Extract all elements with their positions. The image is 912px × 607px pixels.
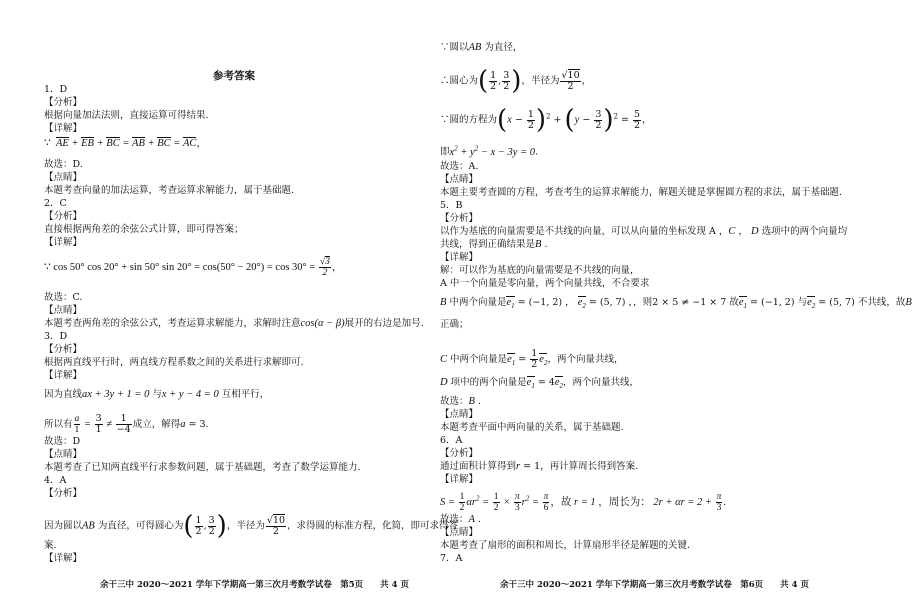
q5-detail-label: 【详解】 [440, 252, 479, 263]
left-footer: 余干三中 2020～2021 学年下学期高一第三次月考数学试卷 第5页 共 4 页 [100, 580, 409, 590]
q3-analysis-label: 【分析】 [44, 344, 83, 355]
q5-option-b-cont: 正确； [440, 319, 469, 330]
q6-analysis-label: 【分析】 [440, 448, 479, 459]
q1-choice: 故选：D. [44, 159, 83, 170]
q4-choice: 故选：A. [440, 161, 479, 172]
q6-answer: 6．A [440, 435, 463, 446]
q6-formula: S = $\frac{1}{2}$ $\alpha r^2$ = $\frac{1}{2}$ × $\frac{\pi}{3}$ $r^2$ = $\frac{\pi}{6}$ ，故 r = 1 ，周长为： 2r + αr = 2 + $\frac{\pi}{3}$ . [440, 492, 726, 513]
q4-analysis-text: 因为圆以AB 为直径，可得圆心为( $\frac{1}{2}$ , $\frac{3}{2}$ )，半径为 $\frac{√10}{2}$ ，求得圆的标准方程，化简，即可求得答 [44, 511, 459, 541]
q2-formula: ∵ cos 50° cos 20° + sin 50° sin 20° = cos(50° − 20°) = cos 30° = $\frac{√3}{2}$ ， [44, 257, 343, 278]
q2-comment-label: 【点睛】 [44, 305, 83, 316]
page-title: 参考答案 [213, 70, 255, 82]
q4-line4: 即$x^2 + y^2 - x - 3y = 0$. [440, 144, 539, 158]
q3-line2: 所以有 $\frac{a}{1}$ = $\frac{3}{1}$ ≠ $\frac{1}{-4}$ 成立，解得a = 3. [44, 413, 209, 435]
q6-comment-label: 【点睛】 [440, 527, 479, 538]
q4-analysis-cont: 案. [44, 540, 57, 551]
q6-choice: 故选：A . [440, 514, 481, 525]
right-footer: 余干三中 2020～2021 学年下学期高一第三次月考数学试卷 第6页 共 4 页 [500, 580, 809, 590]
q1-formula: ∵ AE + EB + BC = AB + BC = AC， [44, 138, 207, 149]
q4-answer: 4．A [44, 475, 67, 486]
q1-comment-label: 【点睛】 [44, 172, 83, 183]
right-page [430, 0, 912, 607]
q1-analysis-label: 【分析】 [44, 97, 83, 108]
q4-line3: ∵圆的方程为(x − $\frac{1}{2}$ )$^2$ + (y − $\frac{3}{2}$ )$^2$ = $\frac{5}{2}$ ， [440, 105, 652, 135]
q4-line1: ∵圆以AB 为直径， [440, 42, 523, 53]
q4-analysis-label: 【分析】 [44, 488, 83, 499]
q1-detail-label: 【详解】 [44, 123, 83, 134]
q4-comment-text: 本题主要考查圆的方程，考查考生的运算求解能力，解题关键是掌握圆方程的求法，属于基础题. [440, 187, 843, 198]
q3-detail-label: 【详解】 [44, 370, 83, 381]
q3-line1: 因为直线ax + 3y + 1 = 0 与x + y − 4 = 0 互相平行， [44, 389, 270, 400]
q4-detail-label: 【详解】 [44, 553, 83, 564]
q1-answer: 1．D [44, 84, 68, 95]
q6-comment-text: 本题考查了扇形的面积和周长，计算扇形半径是解题的关键. [440, 540, 691, 551]
q4-comment-label: 【点睛】 [440, 174, 479, 185]
q3-answer: 3．D [44, 331, 68, 342]
q2-answer: 2．C [44, 198, 67, 209]
q3-choice: 故选：D [44, 436, 81, 447]
q5-comment-text: 本题考查平面中两向量的关系，属于基础题. [440, 422, 624, 433]
q2-detail-label: 【详解】 [44, 237, 83, 248]
q3-analysis-text: 根据两直线平行时，两直线方程系数之间的关系进行求解即可. [44, 357, 304, 368]
q5-option-b: B 中两个向量是$e_1 = (-1$, 2) ， $e_2 = (5$, 7) ，，则2 × 5 ≠ −1 × 7 故$e_1 = (-1$, 2) 与$e_2 = (5$, 7) 不共线，故B [440, 297, 912, 311]
q5-analysis-cont: 共线，得到正确结果是B . [440, 239, 548, 250]
q5-analysis-label: 【分析】 [440, 213, 479, 224]
q2-analysis-text: 直接根据两角差的余弦公式计算，即可得答案； [44, 224, 244, 235]
q5-choice: 故选：B . [440, 396, 481, 407]
q1-analysis-text: 根据向量加法法则，直接运算可得结果. [44, 110, 209, 121]
q5-comment-label: 【点睛】 [440, 409, 479, 420]
q5-detail-line2: A 中一个向量是零向量，两个向量共线，不合要求 [440, 278, 650, 289]
q3-comment-text: 本题考查了已知两直线平行求参数问题，属于基础题，考查了数学运算能力. [44, 462, 361, 473]
q2-analysis-label: 【分析】 [44, 211, 83, 222]
q2-choice: 故选：C. [44, 292, 83, 303]
q5-option-d: D 项中的两个向量是$e_1 = 4e_2$，两个向量共线， [440, 377, 640, 391]
q2-comment-text: 本题考查两角差的余弦公式，考查运算求解能力，求解时注意cos(α − β)展开的右边是加号. [44, 318, 424, 329]
q5-option-c: C 中两个向量是$e_1$ = $\frac{1}{2}$ $e_2$，两个向量共线， [440, 348, 624, 370]
q6-detail-label: 【详解】 [440, 474, 479, 485]
q3-comment-label: 【点睛】 [44, 449, 83, 460]
q5-answer: 5．B [440, 200, 463, 211]
q4-line2: ∴圆心为( $\frac{1}{2}$ , $\frac{3}{2}$ )，半径为 $\frac{√10}{2}$ ， [440, 66, 592, 96]
q7-answer: 7．A [440, 553, 463, 564]
q5-analysis-text: 以作为基底的向量需要是不共线的向量，可以从向量的坐标发现 A ，C ， D 选项中的两个向量均 [440, 226, 848, 237]
q1-comment-text: 本题考查向量的加法运算，考查运算求解能力，属于基础题. [44, 185, 295, 196]
q6-analysis-text: 通过面积计算得到r = 1，再计算周长得到答案. [440, 461, 639, 472]
q5-detail-line1: 解：可以作为基底的向量需要是不共线的向量， [440, 265, 640, 276]
